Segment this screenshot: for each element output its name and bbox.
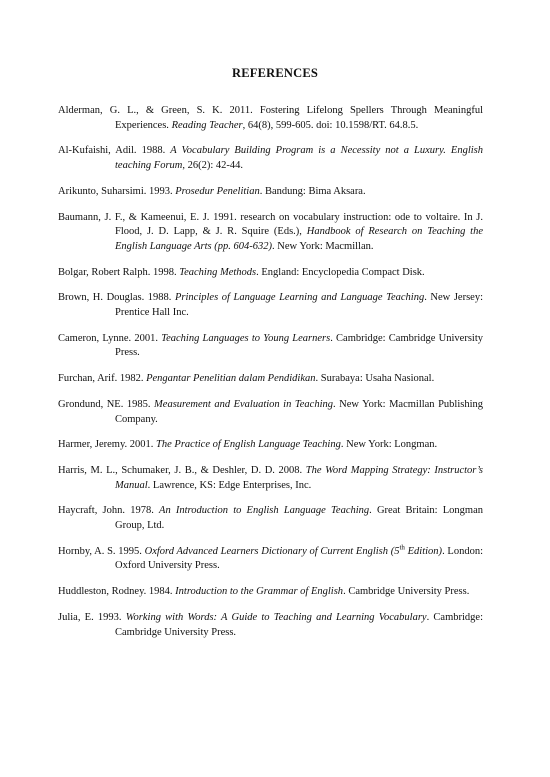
ref-text: Brown, H. Douglas. 1988. [58,292,176,304]
ref-italic: The Practice of English Language Teaching [156,439,341,451]
reference-entry [58,266,483,281]
reference-list [58,104,483,651]
ref-italic: Principles of Language Learning and Language Teaching [175,292,425,304]
ref-text: Haycraft, John. 1978. [58,505,160,517]
ref-italic: The Word Mapping Strategy: Instructor’s Manual [115,464,484,491]
ref-text: Grondund, NE. 1985. [58,398,155,410]
reference-entry [58,144,483,173]
ref-text: Alderman, G. L., & Green, S. K. 2011. Fostering Lifelong Spellers Through Meaningful Experiences. [58,105,483,131]
reference-entry [58,438,483,453]
ref-italic: Measurement and Evaluation in Teaching [154,398,333,410]
ref-text: Arikunto, Suharsimi. 1993. [58,185,176,197]
ref-text: Al-Kufaishi, Adil. 1988. [58,145,171,157]
page-title: REFERENCES [231,66,319,80]
ref-italic: Edition) [404,545,443,557]
ref-superscript: th [399,543,405,552]
ref-text: Harmer, Jeremy. 2001. [58,439,157,451]
ref-text: . England: Encyclopedia Compact Disk. [256,266,425,278]
ref-italic: An Introduction to English Language Teaching [159,505,370,517]
reference-entry [58,185,483,200]
ref-italic: Working with Words: A Guide to Teaching and Learning Vocabulary [125,611,427,623]
reference-entry [58,291,483,320]
reference-entry [58,372,483,387]
ref-italic: A Vocabulary Building Program is a Necessity not a Luxury. English teaching Forum [115,145,483,172]
ref-text: . Cambridge University Press. [343,586,470,598]
ref-text: . New York: Macmillan. [272,240,374,252]
ref-italic: Pengantar Penelitian dalam Pendidikan [146,373,316,385]
ref-text: . Bandung: Bima Aksara. [259,185,366,197]
ref-text: Furchan, Arif. 1982. [58,373,147,385]
ref-text: Harris, M. L., Schumaker, J. B., & Deshler, D. D. 2008. [58,464,306,476]
ref-text: Cameron, Lynne. 2001. [58,332,162,344]
ref-text: Huddleston, Rodney. 1984. [58,586,176,598]
ref-text: . New Jersey: Prentice Hall Inc. [115,292,483,319]
reference-entry [58,504,483,533]
ref-text: . New York: Macmillan Publishing Company. [115,398,484,425]
ref-text: . London: Oxford University Press. [115,545,483,572]
reference-entry [58,585,483,600]
ref-italic: Oxford Advanced Learners Dictionary of Current English (5 [144,545,400,557]
ref-text: , 64(8), 599-605. doi: 10.1598/RT. 64.8.5. [242,119,419,131]
ref-italic: Handbook of Research on Teaching the English Language Arts (pp. 604-632) [115,226,483,252]
ref-text: . New York: Longman. [340,439,438,451]
reference-entry [58,545,483,574]
ref-text: Hornby, A. S. 1995. [58,545,145,557]
ref-text: . Cambridge: Cambridge University Press. [115,611,484,638]
ref-text: Bolgar, Robert Ralph. 1998. [58,266,180,278]
ref-italic: Introduction to the Grammar of English [175,586,344,598]
reference-entry [58,332,483,361]
ref-text: , 26(2): 42-44. [182,160,244,172]
ref-italic: Teaching Languages to Young Learners [161,332,331,344]
ref-text: Julia, E. 1993. [58,611,126,623]
reference-entry [58,611,483,640]
ref-italic: Prosedur Penelitian [175,185,260,197]
ref-text: . Great Britain: Longman Group, Ltd. [115,505,484,532]
ref-text: . Lawrence, KS: Edge Enterprises, Inc. [147,479,312,491]
reference-entry [58,464,483,493]
ref-text: . Surabaya: Usaha Nasional. [315,373,435,385]
reference-entry [58,398,483,427]
ref-italic: Reading Teacher [171,119,243,131]
ref-text: Baumann, J. F., & Kameenui, E. J. 1991. research on vocabulary instruction: ode to voltaire. In J. Flood, J. D. Lapp, & J. R. Squire (Eds.), [58,211,483,238]
ref-italic: Teaching Methods [179,266,257,278]
reference-entry [58,211,483,255]
ref-text: . Cambridge: Cambridge University Press. [115,332,483,359]
reference-entry [58,104,483,133]
